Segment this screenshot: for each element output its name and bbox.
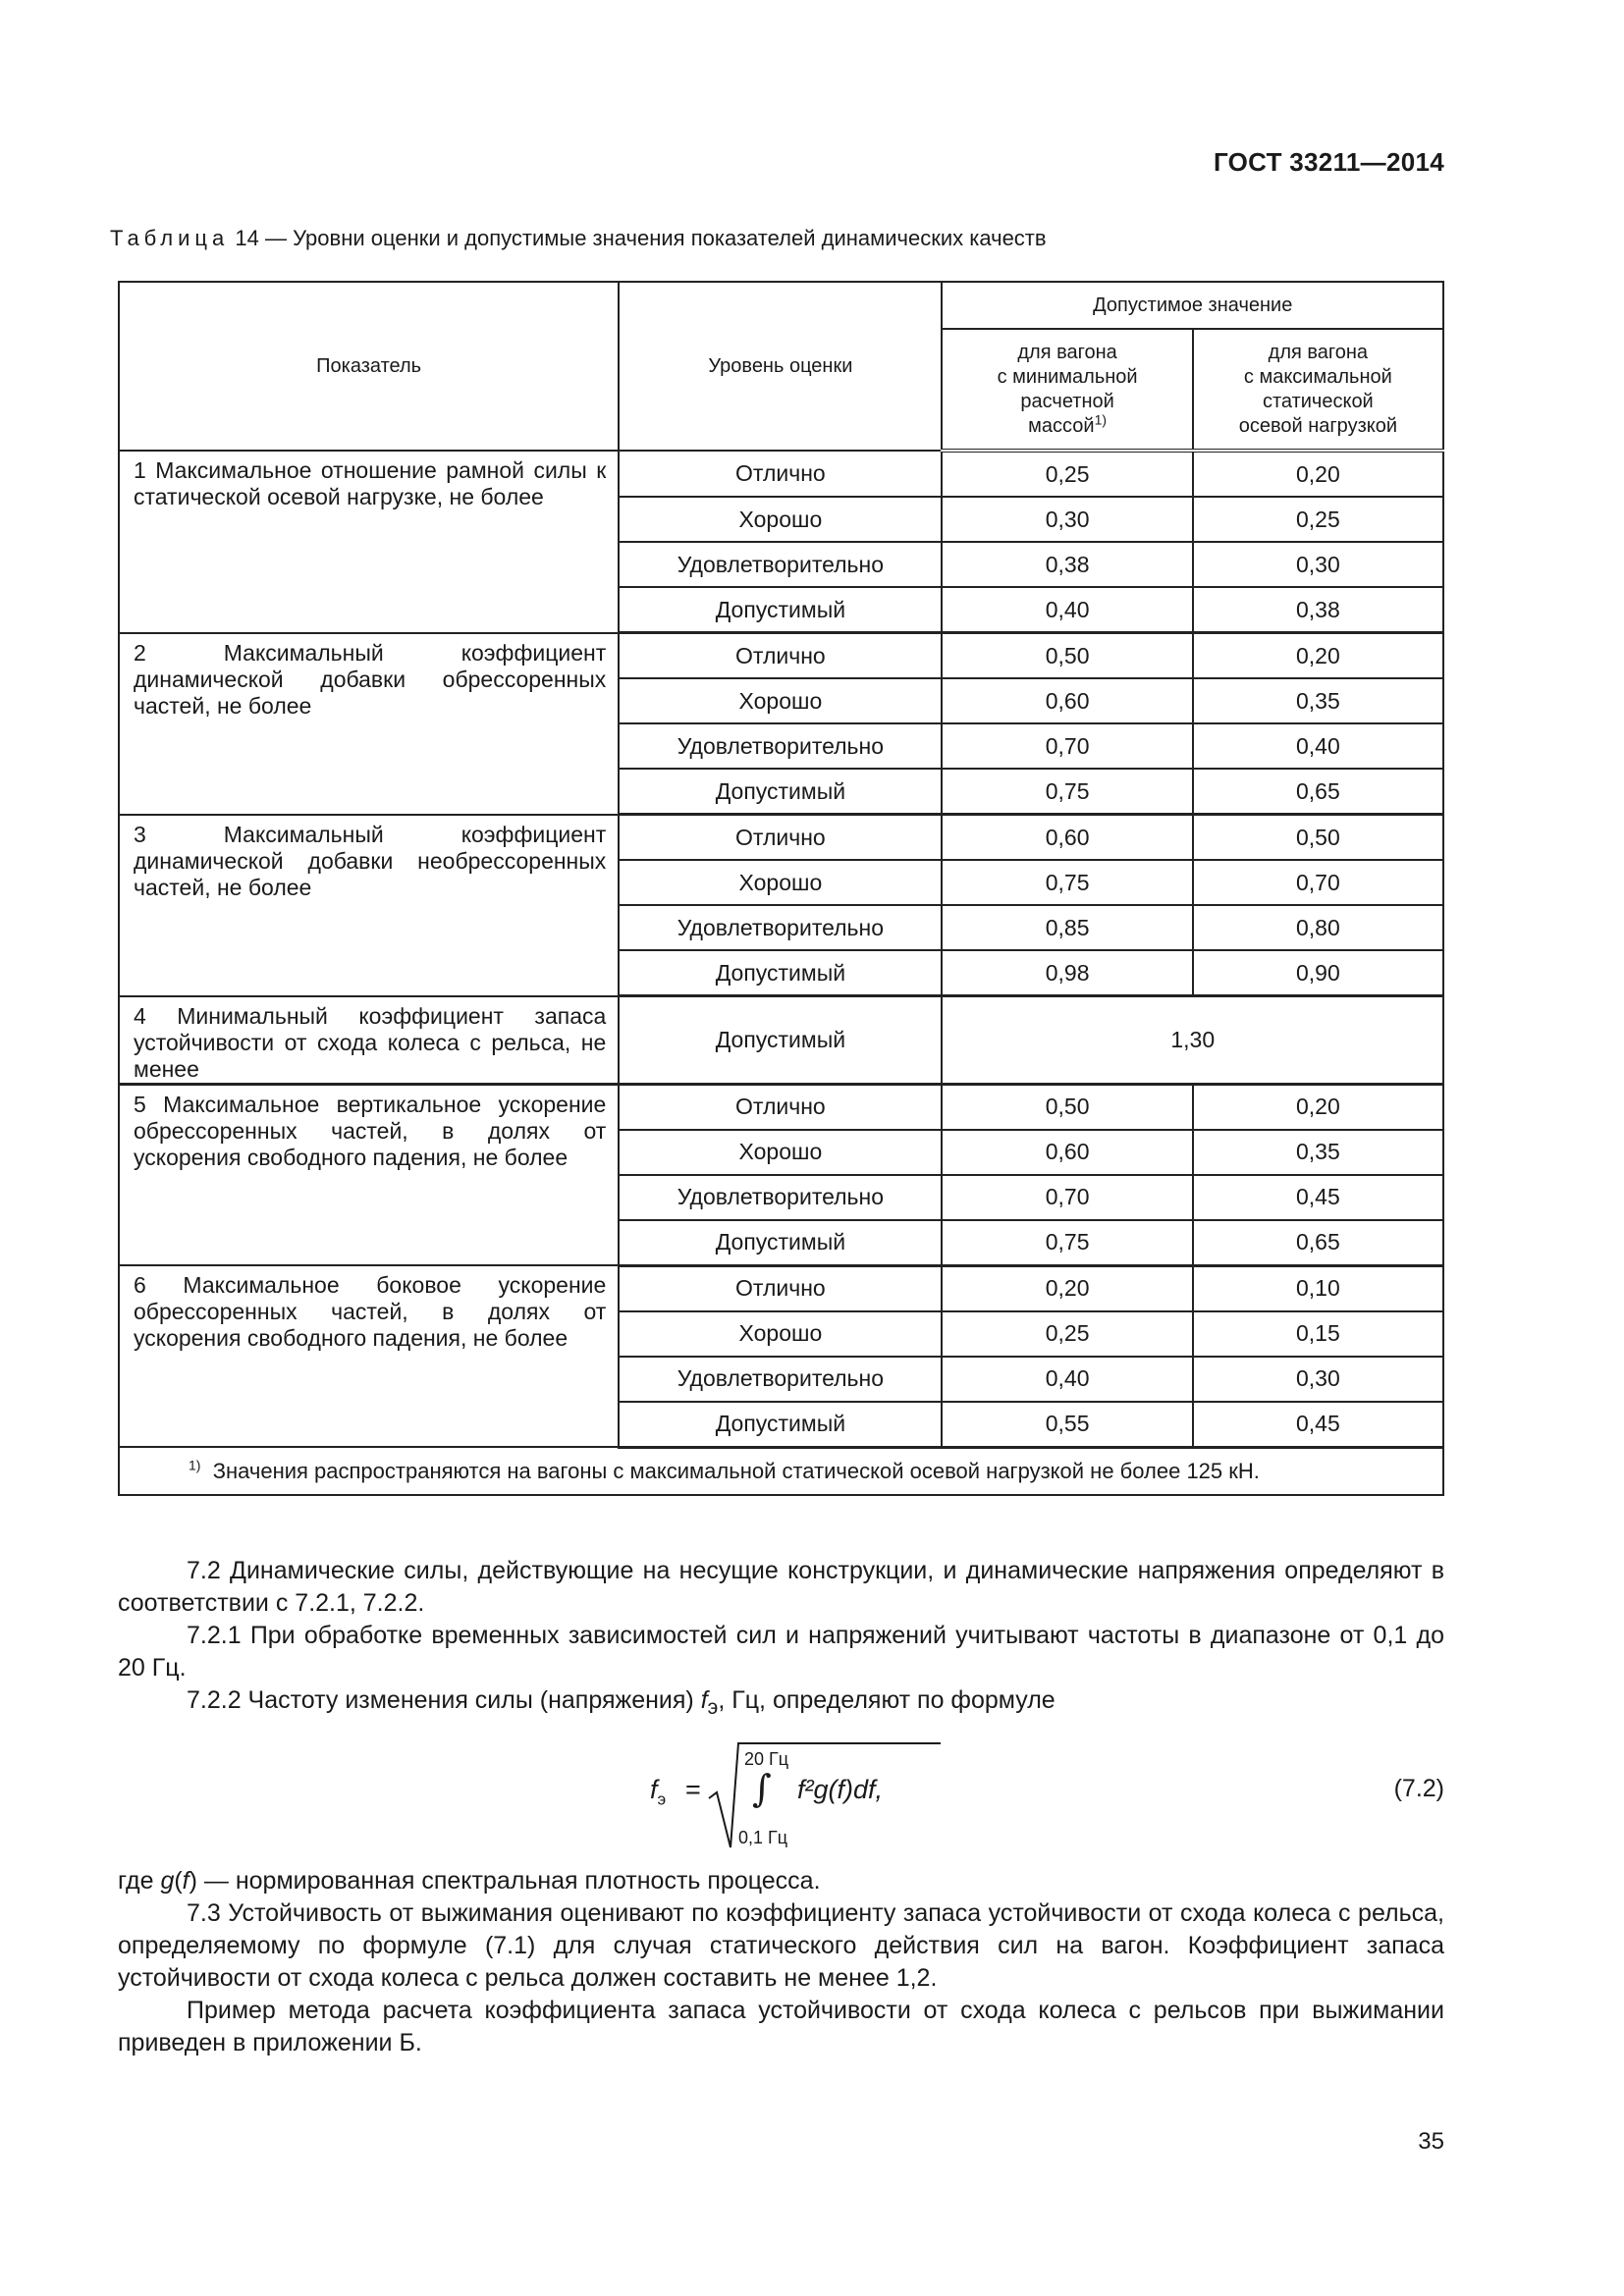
max-load-cell: 0,35 [1193, 1130, 1443, 1175]
merged-value-cell: 1,30 [942, 996, 1443, 1085]
frequency-symbol: f [700, 1686, 708, 1714]
max-load-cell: 0,10 [1193, 1265, 1443, 1311]
max-load-cell: 0,50 [1193, 815, 1443, 861]
max-load-cell: 0,40 [1193, 723, 1443, 769]
indicator-cell: 3 Максимальный коэффициент динамической добавки необрессоренных частей, не более [119, 815, 619, 996]
min-mass-cell: 0,25 [942, 1311, 1192, 1357]
formula-number: (7.2) [1393, 1775, 1444, 1802]
paragraph-7-2-2: 7.2.2 Частоту изменения силы (напряжения) $f_э$, Гц, определяют по формуле [187, 1686, 1056, 1719]
level-cell: Допустимый [619, 950, 942, 996]
level-cell: Отлично [619, 1084, 942, 1130]
footnote-text: Значения распространяются на вагоны с максимальной статической осевой нагрузкой не более 125 кН. [212, 1458, 1260, 1483]
table-row [119, 451, 1443, 497]
integral-upper-limit: 20 Гц [744, 1749, 789, 1769]
max-load-cell: 0,65 [1193, 1220, 1443, 1266]
level-cell: Удовлетворительно [619, 723, 942, 769]
formula-lhs: $f_э$ [650, 1775, 667, 1809]
max-load-cell: 0,20 [1193, 451, 1443, 497]
level-cell: Отлично [619, 815, 942, 861]
paragraph-7-3: 7.3 Устойчивость от выжимания оценивают по коэффициенту запаса устойчивости от схода колеса с рельса, определяемому по формуле (7.1) для случая статического действия сил на вагон. Коэффициент запаса устойчивости от схода колеса с рельса должен составить не менее 1,2. [118, 1899, 1444, 1992]
level-cell: Удовлетворительно [619, 905, 942, 950]
paragraph-7-2: 7.2 Динамические силы, действующие на несущие конструкции, и динамические напряжения определяют в соответствии с 7.2.1, 7.2.2. [118, 1557, 1444, 1617]
max-load-cell: 0,70 [1193, 860, 1443, 905]
frequency-subscript: э [707, 1696, 719, 1719]
min-mass-cell: 0,40 [942, 1357, 1192, 1402]
table-row [119, 815, 1443, 861]
max-load-cell: 0,35 [1193, 678, 1443, 723]
header-min-mass: для вагона с минимальной расчетной массой$^{1)}$ [942, 329, 1192, 451]
max-load-cell: 0,20 [1193, 1084, 1443, 1130]
max-load-cell: 0,15 [1193, 1311, 1443, 1357]
min-mass-cell: 0,60 [942, 678, 1192, 723]
level-cell: Хорошо [619, 1130, 942, 1175]
table-row [119, 1084, 1443, 1130]
max-load-cell: 0,20 [1193, 633, 1443, 679]
max-load-cell: 0,80 [1193, 905, 1443, 950]
max-load-cell: 0,30 [1193, 1357, 1443, 1402]
paragraph-7-2-1: 7.2.1 При обработке временных зависимостей сил и напряжений учитывают частоты в диапазоне от 0,1 до 20 Гц. [118, 1622, 1444, 1682]
max-load-cell: 0,45 [1193, 1402, 1443, 1448]
level-cell: Допустимый [619, 587, 942, 633]
header-level: Уровень оценки [619, 282, 942, 451]
level-cell: Удовлетворительно [619, 542, 942, 587]
dynamic-quality-table [118, 281, 1444, 1496]
indicator-cell: 1 Максимальное отношение рамной силы к статической осевой нагрузке, не более [119, 451, 619, 633]
level-cell: Хорошо [619, 1311, 942, 1357]
page-number: 35 [1418, 2128, 1444, 2155]
min-mass-cell: 0,98 [942, 950, 1192, 996]
document-header: ГОСТ 33211—2014 [1213, 147, 1444, 177]
footnote-ref: 1) [1094, 410, 1108, 427]
level-cell: Хорошо [619, 678, 942, 723]
min-mass-cell: 0,40 [942, 587, 1192, 633]
where-clause: где g(f) — нормированная спектральная плотность процесса. [118, 1867, 821, 1895]
min-mass-cell: 0,70 [942, 723, 1192, 769]
max-load-cell: 0,25 [1193, 497, 1443, 542]
level-cell: Допустимый [619, 996, 942, 1085]
max-load-cell: 0,65 [1193, 769, 1443, 815]
min-mass-cell: 0,60 [942, 1130, 1192, 1175]
max-load-cell: 0,38 [1193, 587, 1443, 633]
min-mass-cell: 0,30 [942, 497, 1192, 542]
footnote-mark: 1) [189, 1457, 201, 1473]
min-mass-cell: 0,70 [942, 1175, 1192, 1220]
indicator-cell: 2 Максимальный коэффициент динамической добавки обрессоренных частей, не более [119, 633, 619, 815]
integral-lower-limit: 0,1 Гц [738, 1828, 788, 1847]
level-cell: Хорошо [619, 860, 942, 905]
table-row [119, 633, 1443, 679]
formula-equals: = [685, 1775, 701, 1804]
max-load-cell: 0,90 [1193, 950, 1443, 996]
min-mass-cell: 0,75 [942, 769, 1192, 815]
min-mass-cell: 0,75 [942, 860, 1192, 905]
min-mass-cell: 0,85 [942, 905, 1192, 950]
table-caption-word: Таблица [110, 226, 230, 250]
min-mass-cell: 0,55 [942, 1402, 1192, 1448]
level-cell: Хорошо [619, 497, 942, 542]
integral-sign: ∫ [752, 1767, 772, 1810]
min-mass-cell: 0,20 [942, 1265, 1192, 1311]
integrand: f²g(f)df, [797, 1775, 884, 1804]
table-row [119, 1265, 1443, 1311]
max-load-cell: 0,45 [1193, 1175, 1443, 1220]
footnote-cell [119, 1447, 1443, 1495]
level-cell: Удовлетворительно [619, 1175, 942, 1220]
indicator-cell: 4 Минимальный коэффициент запаса устойчивости от схода колеса с рельса, не менее [119, 996, 619, 1085]
paragraph-example: Пример метода расчета коэффициента запаса устойчивости от схода колеса с рельсов при выжимании приведен в приложении Б. [118, 1997, 1444, 2056]
level-cell: Допустимый [619, 1220, 942, 1266]
table-caption [110, 226, 1047, 251]
section-7-2-block [118, 1555, 1444, 1724]
indicator-cell: 6 Максимальное боковое ускорение обрессоренных частей, в долях от ускорения свободного падения, не более [119, 1265, 619, 1447]
min-mass-cell: 0,38 [942, 542, 1192, 587]
min-mass-cell: 0,75 [942, 1220, 1192, 1266]
footnote-row [119, 1447, 1443, 1495]
header-indicator: Показатель [119, 282, 619, 451]
indicator-cell: 5 Максимальное вертикальное ускорение обрессоренных частей, в долях от ускорения свободного падения, не более [119, 1084, 619, 1265]
level-cell: Допустимый [619, 1402, 942, 1448]
min-mass-cell: 0,50 [942, 633, 1192, 679]
level-cell: Допустимый [619, 769, 942, 815]
max-load-cell: 0,30 [1193, 542, 1443, 587]
formula-7-2 [628, 1737, 943, 1855]
level-cell: Отлично [619, 1265, 942, 1311]
level-cell: Отлично [619, 451, 942, 497]
min-mass-cell: 0,25 [942, 451, 1192, 497]
section-7-3-block [118, 1865, 1444, 2059]
min-mass-cell: 0,60 [942, 815, 1192, 861]
header-max-load: для вагона с максимальной статической осевой нагрузкой [1193, 329, 1443, 451]
level-cell: Удовлетворительно [619, 1357, 942, 1402]
table-row [119, 996, 1443, 1085]
min-mass-cell: 0,50 [942, 1084, 1192, 1130]
table-caption-text: 14 — Уровни оценки и допустимые значения показателей динамических качеств [229, 226, 1047, 250]
level-cell: Отлично [619, 633, 942, 679]
header-allowed-value: Допустимое значение [942, 282, 1443, 329]
